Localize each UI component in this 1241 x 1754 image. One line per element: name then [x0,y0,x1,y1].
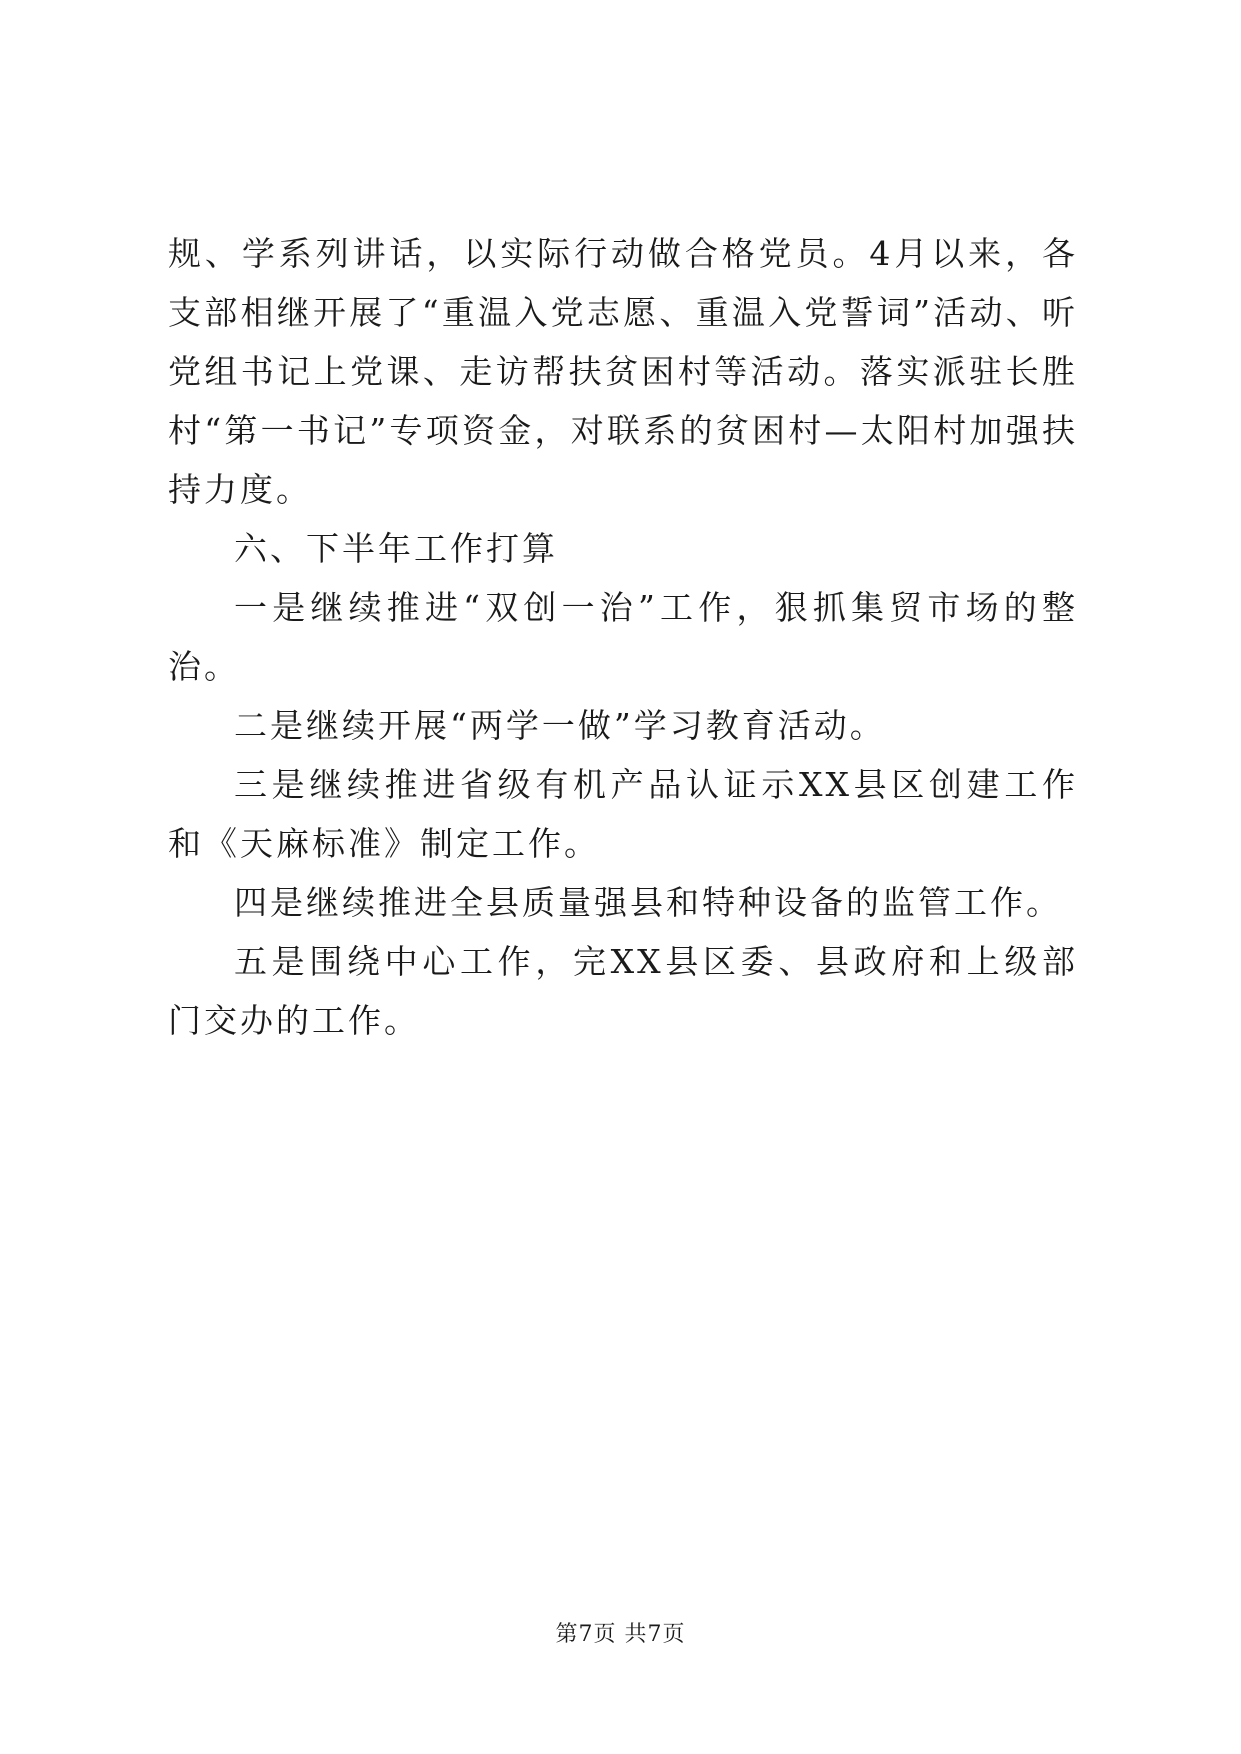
section-heading: 六、下半年工作打算 [234,529,558,568]
plan-item-2: 二是继续开展“两学一做”学习教育活动。 [234,706,886,745]
paragraph-continuation: 规、学系列讲话，以实际行动做合格党员。4月以来，各支部相继开展了“重温入党志愿、重温入党誓词”活动、听党组书记上党课、走访帮扶贫困村等活动。落实派驻长胜村“第一书记”专项资金，对联系的贫困村—太阳村加强扶持力度。 [168,234,1078,509]
page-number-footer: 第7页 共7页 [555,1622,686,1647]
plan-item-3: 三是继续推进省级有机产品认证示XX县区创建工作和《天麻标准》制定工作。 [168,765,1078,863]
plan-item-1: 一是继续推进“双创一治”工作，狠抓集贸市场的整治。 [168,588,1078,686]
document-body [168,224,1078,1050]
plan-item-4: 四是继续推进全县质量强县和特种设备的监管工作。 [234,883,1062,922]
plan-item-5: 五是围绕中心工作，完XX县区委、县政府和上级部门交办的工作。 [168,942,1078,1040]
